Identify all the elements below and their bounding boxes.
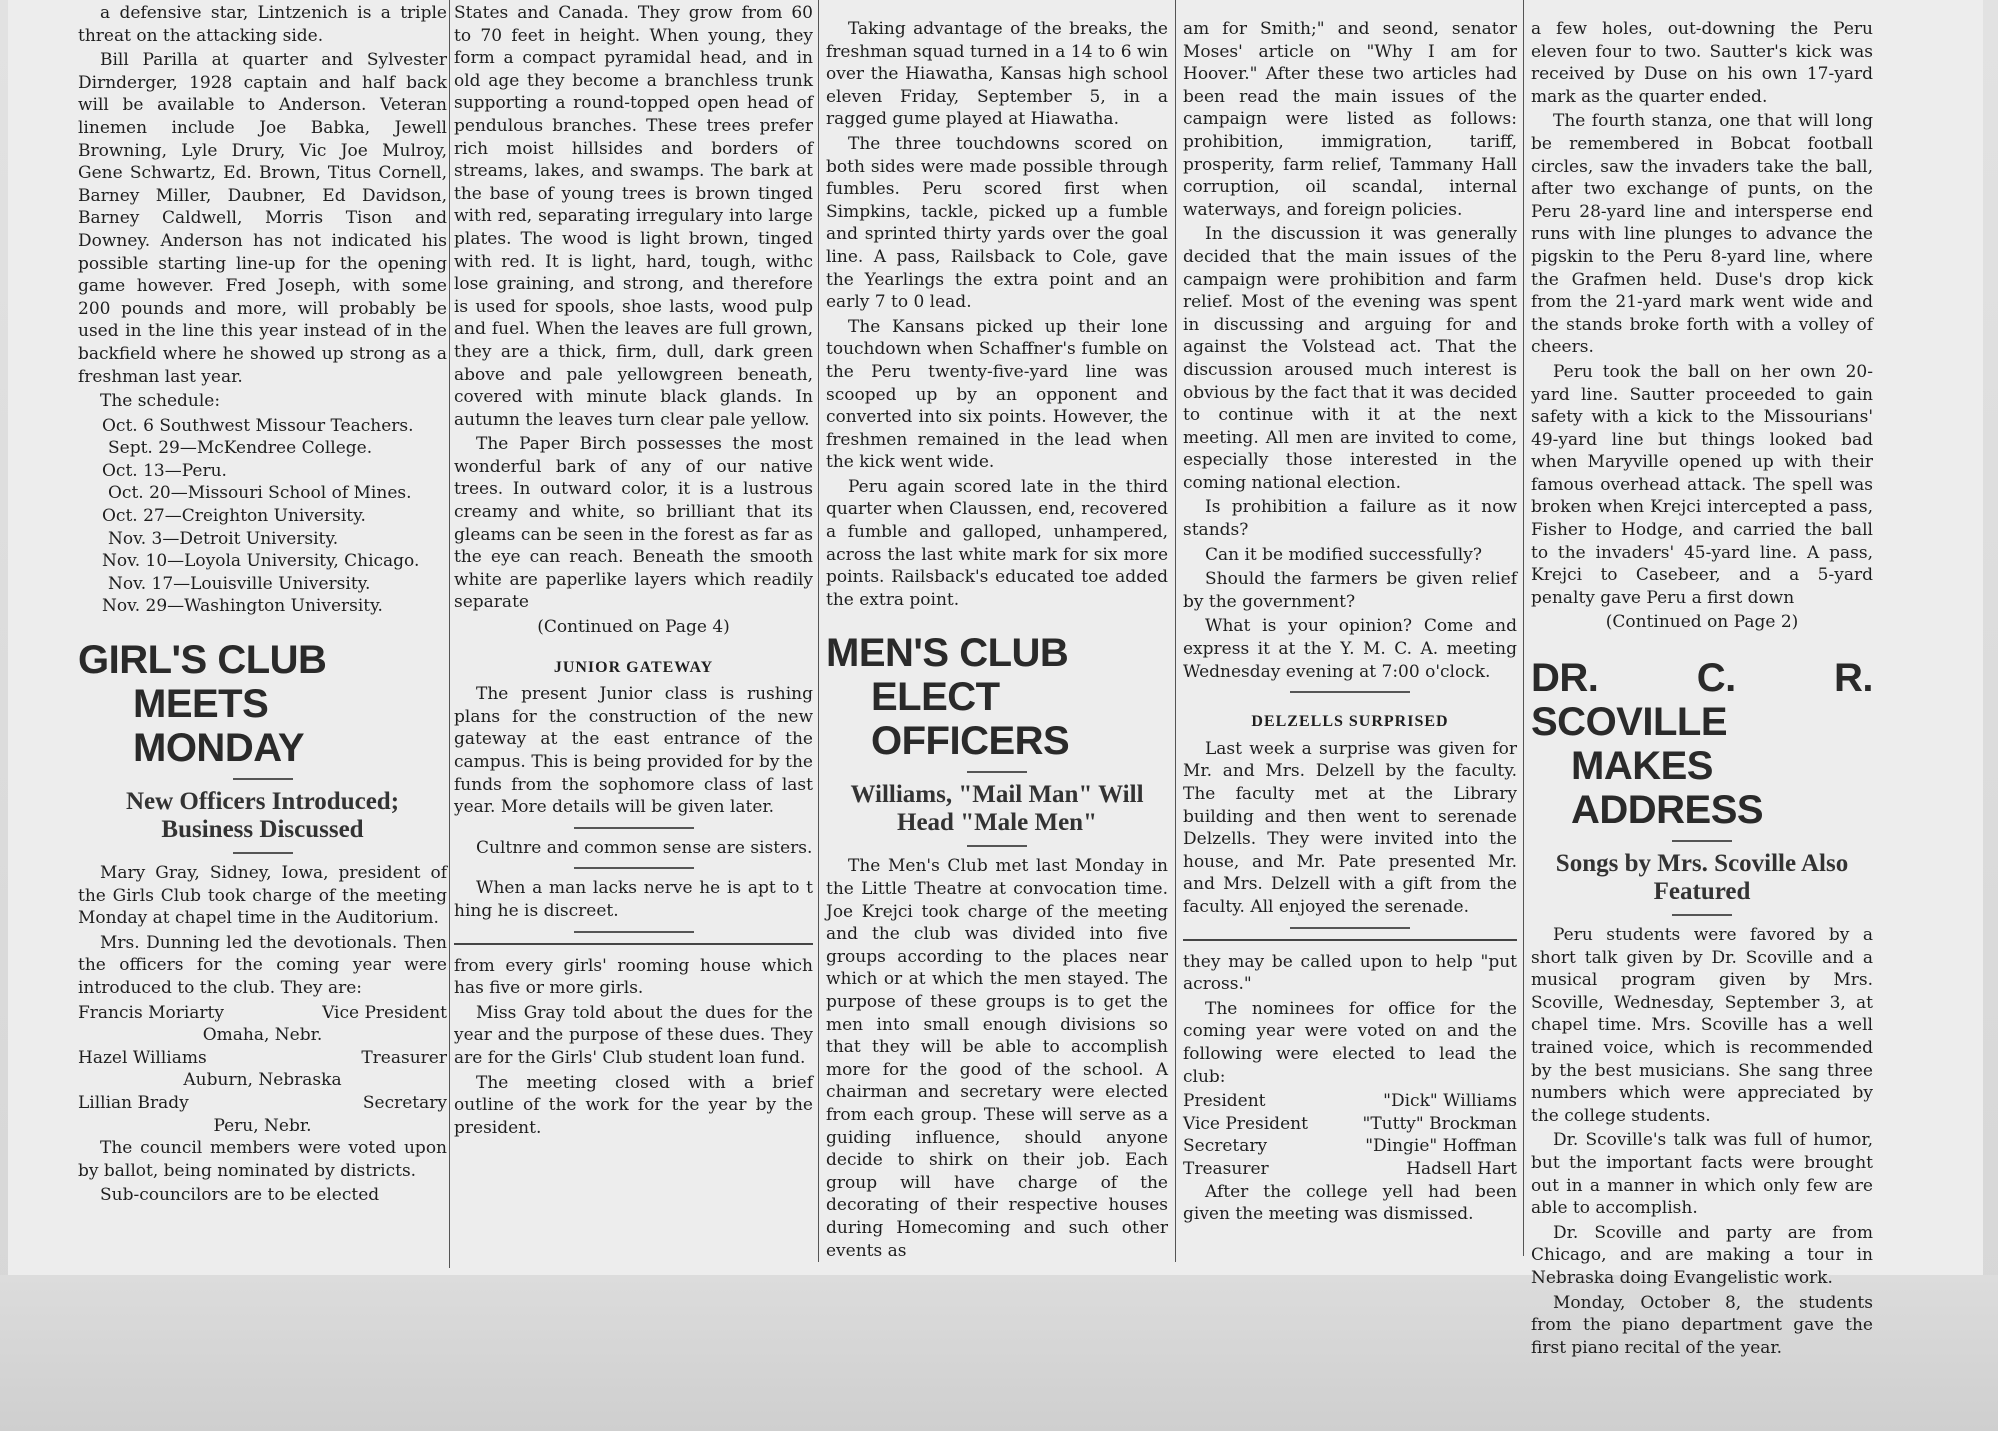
schedule-title: The schedule:	[100, 391, 221, 412]
filler-item: Cultnre and common sense are sisters.	[476, 837, 813, 858]
officer-row: President "Dick" Williams	[1183, 1091, 1517, 1112]
article-paragraph: Dr. Scoville and party are from Chicago, and are making a tour in Nebraska doing Evangelistic work.	[1531, 1222, 1873, 1288]
article-paragraph: In the discussion it was generally decided that the main issues of the campaign were prohibition and farm relief. Most of the evening was spent in discussing and arguing for and against the Volstead act. That the discussion aroused much interest is obvious by the fact that it was decided to continue with it at the next meeting. All men are invited to come, especially those interested in the coming national election.	[1183, 224, 1517, 493]
officer-row: Secretary "Dingie" Hoffman	[1183, 1136, 1517, 1157]
schedule-item: Oct. 27—Creighton University.	[102, 506, 366, 527]
continued-note: (Continued on Page 2)	[1605, 612, 1799, 633]
headline-mens-club: MEN'S CLUB ELECT OFFICERS	[826, 631, 1070, 764]
divider	[233, 778, 293, 780]
article-paragraph: The council members were voted upon by ballot, being nominated by districts.	[78, 1138, 447, 1181]
question: Is prohibition a failure as it now stands?	[1183, 497, 1517, 541]
article-paragraph: Miss Gray told about the dues for the year and the purpose of these dues. They are for the Girls' Club student loan fund.	[454, 1002, 813, 1068]
column-3	[818, 0, 1176, 1275]
schedule-item: Oct. 13—Peru.	[102, 460, 227, 481]
headline-girls-club: GIRL'S CLUB MEETS MONDAY	[78, 638, 327, 771]
article-paragraph: am for Smith;" and seond, senator Moses' article on "Why I am for Hoover." After these two articles had been read the main issues of the campaign were listed as follows: prohibition, immigration, tariff, prosperity, farm relief, Tammany Hall corruption, oil scandal, internal waterways, and foreign policies.	[1183, 19, 1517, 220]
column-5	[1523, 0, 1881, 1358]
officer-row: Francis Moriarty Vice President	[78, 1002, 447, 1023]
subheadline: New Officers Introduced; Business Discussed	[125, 788, 400, 844]
subheadline: Williams, "Mail Man" Will Head "Male Men"	[850, 781, 1144, 837]
divider	[1672, 914, 1732, 916]
officer-row: Lillian Brady Secretary	[78, 1092, 447, 1113]
article-paragraph: What is your opinion? Come and express it at the Y. M. C. A. meeting Wednesday evening at 7:00 o'clock.	[1183, 616, 1517, 682]
schedule-item: Nov. 10—Loyola University, Chicago.	[102, 551, 420, 572]
continued-note: (Continued on Page 4)	[537, 617, 730, 638]
article-paragraph: The fourth stanza, one that will long be remembered in Bobcat football circles, saw the invaders take the ball, after two exchange of punts, on the Peru 28-yard line and intersperse end runs with line plunges to advance the pigskin to the Peru 8-yard line, where the Grafmen held. Duse's drop kick from the 21-yard mark went wide and the stands broke forth with a volley of cheers.	[1531, 111, 1873, 358]
article-paragraph: from every girls' rooming house which has five or more girls.	[454, 955, 813, 999]
section-rule	[454, 943, 813, 945]
football-schedule	[78, 415, 447, 618]
article-paragraph: Last week a surprise was given for Mr. and Mrs. Delzell by the faculty. The faculty met at the Library building and then went to serenade Delzells. They were invited into the house, and Mr. Pate presented Mr. and Mrs. Delzell with a gift from the faculty. All enjoyed the serenade.	[1183, 738, 1517, 917]
divider	[1290, 691, 1410, 693]
article-paragraph: Dr. Scoville's talk was full of humor, but the important facts were brought out in a manner in which only few are able to accomplish.	[1531, 1130, 1873, 1219]
article-paragraph: Mrs. Dunning led the devotionals. Then the officers for the coming year were introduced to the club. They are:	[78, 932, 447, 998]
column-1	[70, 0, 455, 1275]
headline-scoville: DR. C. R. SCOVILLE MAKES ADDRESS	[1531, 656, 1873, 833]
divider	[574, 827, 694, 829]
mens-officer-list	[1183, 1090, 1517, 1180]
divider	[574, 931, 694, 933]
column-4	[1175, 0, 1525, 1275]
article-paragraph: Peru students were favored by a short talk given by Dr. Scoville and a musical program given by Mrs. Scoville, Wednesday, September 3, at chapel time. Mrs. Scoville has a well trained voice, which is recommended by the best musicians. She sang three numbers which were appreciated by the college students.	[1531, 925, 1873, 1126]
schedule-item: Nov. 29—Washington University.	[102, 596, 383, 617]
article-paragraph: Sub-councilors are to be elected	[100, 1185, 380, 1206]
subheadline: Songs by Mrs. Scoville Also Featured	[1555, 850, 1849, 906]
article-paragraph: The meeting closed with a brief outline of the work for the year by the president.	[454, 1072, 813, 1138]
article-paragraph: The Kansans picked up their lone touchdown when Schaffner's fumble on the Peru twenty-five-yard line was scooped up by an opponent and converted into six points. However, the freshmen remained in the lead when the kick went wide.	[826, 316, 1168, 473]
officer-list: Francis Moriarty Vice President Omaha, Nebr. Hazel Williams Treasurer Auburn, Nebraska Lillian Brady Secretary Peru, Nebr.	[78, 1002, 447, 1136]
officer-row: Treasurer Hadsell Hart	[1183, 1158, 1517, 1179]
article-paragraph: The present Junior class is rushing plans for the construction of the new gateway at the east entrance of the campus. This is being provided for by the funds from the sophomore class of last year. More details will be given later.	[454, 684, 813, 818]
schedule-item: Oct. 6 Southwest Missour Teachers.	[102, 415, 414, 436]
article-paragraph: Monday, October 8, the students from the piano department gave the first piano recital of the year.	[1531, 1292, 1873, 1358]
article-paragraph: Bill Parilla at quarter and Sylvester Dirnderger, 1928 captain and half back will be available to Anderson. Veteran linemen include Joe Babka, Jewell Browning, Lyle Drury, Vic Joe Mulroy, Gene Schwartz, Ed. Brown, Titus Cornell, Barney Miller, Daubner, Ed Davidson, Barney Caldwell, Morris Tison and Downey. Anderson has not indicated his possible starting line-up for the opening game however. Fred Joseph, with some 200 pounds and more, will probably be used in the line this year instead of in the backfield where he showed up strong as a freshman last year.	[78, 50, 447, 387]
officer-row: Vice President "Tutty" Brockman	[1183, 1113, 1517, 1134]
filler-item: When a man lacks nerve he is apt to t hing he is discreet.	[454, 878, 813, 921]
gateway-title: JUNIOR GATEWAY	[553, 658, 714, 676]
article-paragraph: Taking advantage of the breaks, the freshman squad turned in a 14 to 6 win over the Hiawatha, Kansas high school eleven Friday, September 5, in a ragged gume played at Hiawatha.	[826, 19, 1168, 130]
section-rule	[1183, 939, 1517, 941]
article-paragraph: After the college yell had been given the meeting was dismissed.	[1183, 1181, 1517, 1225]
article-paragraph: a defensive star, Lintzenich is a triple threat on the attacking side.	[78, 3, 447, 46]
article-paragraph: The Paper Birch possesses the most wonderful bark of any of our native trees. In outward color, it is a lustrous creamy and white, so brilliant that its gleams can be seen in the forest as far as the eye can reach. Beneath the smooth white are paperlike layers which readily separate	[454, 434, 813, 613]
divider	[967, 845, 1027, 847]
article-paragraph: The three touchdowns scored on both sides were made possible through fumbles. Peru scored first when Simpkins, tackle, picked up a fumble and sprinted thirty yards over the goal line. A pass, Railsback to Cole, gave the Yearlings the extra point and an early 7 to 0 lead.	[826, 133, 1168, 313]
schedule-item: Nov. 3—Detroit University.	[108, 528, 339, 549]
column-2	[446, 0, 821, 1275]
question: Should the farmers be given relief by the government?	[1183, 569, 1517, 612]
schedule-item: Oct. 20—Missouri School of Mines.	[108, 483, 412, 504]
article-paragraph: they may be called upon to help "put across."	[1183, 951, 1517, 995]
article-paragraph: States and Canada. They grow from 60 to 70 feet in height. When young, they form a compact pyramidal head, and in old age they become a branchless trunk supporting a round-topped open head of pendulous branches. These trees prefer rich moist hillsides and borders of streams, lakes, and swamps. The bark at the base of young trees is brown tinged with red, separating irregulary into large plates. The wood is light brown, tinged with red. It is light, hard, tough, withc lose graining, and strong, and therefore is used for spools, shoe lasts, wood pulp and fuel. When the leaves are full grown, they are a thick, firm, dull, dark green above and pale yellowgreen beneath, covered with minute black glands. In autumn the leaves turn clear pale yellow.	[454, 3, 813, 430]
article-paragraph: a few holes, out-downing the Peru eleven four to two. Sautter's kick was received by Duse on his own 17-yard mark as the quarter ended.	[1531, 19, 1873, 107]
schedule-item: Sept. 29—McKendree College.	[108, 438, 373, 459]
delzell-title: DELZELLS SURPRISED	[1251, 713, 1449, 731]
question: Can it be modified successfully?	[1205, 544, 1482, 565]
article-paragraph: The nominees for office for the coming year were voted on and the following were elected to lead the club:	[1183, 998, 1517, 1087]
officer-row: Hazel Williams Treasurer	[78, 1047, 447, 1068]
divider	[574, 867, 694, 869]
divider	[1672, 840, 1732, 842]
schedule-item: Nov. 17—Louisville University.	[108, 573, 371, 594]
article-paragraph: Peru again scored late in the third quarter when Claussen, end, recovered a fumble and galloped, unhampered, across the last white mark for six more points. Railsback's educated toe added the extra point.	[826, 476, 1168, 610]
divider	[1290, 927, 1410, 929]
divider	[967, 771, 1027, 773]
divider	[233, 852, 293, 854]
article-paragraph: Mary Gray, Sidney, Iowa, president of the Girls Club took charge of the meeting Monday at chapel time in the Auditorium.	[78, 863, 447, 929]
article-paragraph: The Men's Club met last Monday in the Little Theatre at convocation time. Joe Krejci took charge of the meeting and the club was divided into five groups according to the places near which or at which the men stayed. The purpose of these groups is to get the men into small enough divisions so that they will be able to accomplish more for the good of the school. A chairman and secretary were elected from each group. These will serve as a guiding influence, should anyone decide to shirk on their job. Each group will have charge of the decorating of their respective houses during Homecoming and such other events as	[826, 856, 1168, 1261]
article-paragraph: Peru took the ball on her own 20-yard line. Sautter proceeded to gain safety with a kick to the Missourians' 49-yard line but things looked bad when Maryville opened up with their famous overhead attack. The spell was broken when Krejci intercepted a pass, Fisher to Hodge, and carried the ball to the invaders' 45-yard line. A pass, Krejci to Casebeer, and a 5-yard penalty gave Peru a first down	[1531, 361, 1873, 608]
